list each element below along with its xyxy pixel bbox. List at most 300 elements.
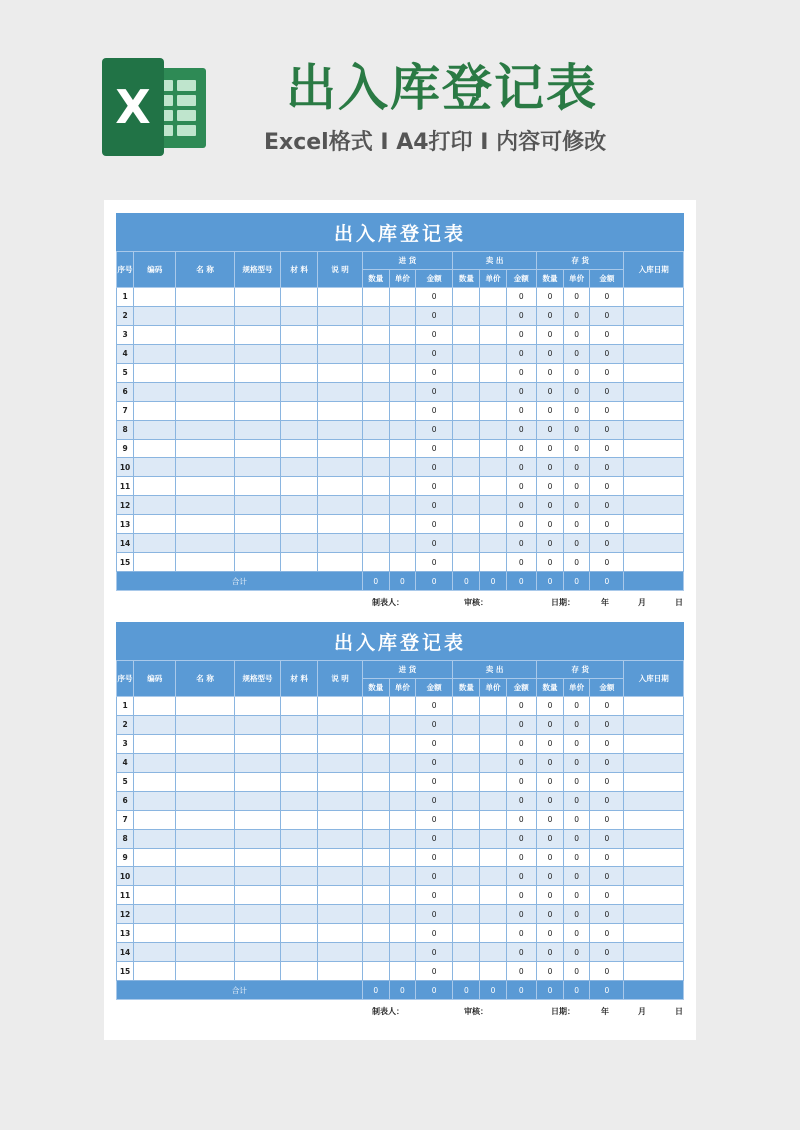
- row-note-cell[interactable]: [318, 848, 362, 867]
- row-note-cell[interactable]: [318, 439, 362, 458]
- row-name-cell[interactable]: [176, 553, 234, 572]
- row-sell-price-cell[interactable]: [480, 753, 506, 772]
- row-in-qty-cell[interactable]: [362, 867, 389, 886]
- row-material-cell[interactable]: [281, 943, 318, 962]
- row-material-cell[interactable]: [281, 848, 318, 867]
- row-in-qty-cell[interactable]: [362, 288, 389, 307]
- row-sell-qty-cell[interactable]: [453, 962, 480, 981]
- row-material-cell[interactable]: [281, 344, 318, 363]
- row-material-cell[interactable]: [281, 829, 318, 848]
- row-spec-cell[interactable]: [234, 867, 280, 886]
- row-in-price-cell[interactable]: [389, 734, 415, 753]
- row-sell-qty-cell[interactable]: [453, 772, 480, 791]
- row-note-cell[interactable]: [318, 791, 362, 810]
- row-note-cell[interactable]: [318, 325, 362, 344]
- row-sell-price-cell[interactable]: [480, 496, 506, 515]
- row-in-qty-cell[interactable]: [362, 753, 389, 772]
- row-in-price-cell[interactable]: [389, 829, 415, 848]
- row-sell-price-cell[interactable]: [480, 905, 506, 924]
- row-code-cell[interactable]: [134, 515, 176, 534]
- row-spec-cell[interactable]: [234, 734, 280, 753]
- row-in-qty-cell[interactable]: [362, 534, 389, 553]
- row-spec-cell[interactable]: [234, 439, 280, 458]
- row-in-price-cell[interactable]: [389, 344, 415, 363]
- row-note-cell[interactable]: [318, 534, 362, 553]
- row-date-cell[interactable]: [624, 810, 684, 829]
- row-note-cell[interactable]: [318, 420, 362, 439]
- row-in-price-cell[interactable]: [389, 458, 415, 477]
- row-spec-cell[interactable]: [234, 496, 280, 515]
- row-note-cell[interactable]: [318, 496, 362, 515]
- row-note-cell[interactable]: [318, 344, 362, 363]
- row-code-cell[interactable]: [134, 306, 176, 325]
- row-note-cell[interactable]: [318, 288, 362, 307]
- row-spec-cell[interactable]: [234, 848, 280, 867]
- row-sell-qty-cell[interactable]: [453, 363, 480, 382]
- row-in-qty-cell[interactable]: [362, 829, 389, 848]
- row-in-qty-cell[interactable]: [362, 344, 389, 363]
- row-material-cell[interactable]: [281, 867, 318, 886]
- row-name-cell[interactable]: [176, 363, 234, 382]
- row-material-cell[interactable]: [281, 363, 318, 382]
- row-spec-cell[interactable]: [234, 962, 280, 981]
- row-code-cell[interactable]: [134, 477, 176, 496]
- row-spec-cell[interactable]: [234, 515, 280, 534]
- row-name-cell[interactable]: [176, 924, 234, 943]
- row-sell-price-cell[interactable]: [480, 325, 506, 344]
- row-sell-qty-cell[interactable]: [453, 943, 480, 962]
- row-note-cell[interactable]: [318, 810, 362, 829]
- row-sell-price-cell[interactable]: [480, 924, 506, 943]
- row-code-cell[interactable]: [134, 905, 176, 924]
- row-name-cell[interactable]: [176, 439, 234, 458]
- row-sell-price-cell[interactable]: [480, 791, 506, 810]
- row-in-qty-cell[interactable]: [362, 306, 389, 325]
- row-in-price-cell[interactable]: [389, 477, 415, 496]
- row-in-price-cell[interactable]: [389, 439, 415, 458]
- row-material-cell[interactable]: [281, 734, 318, 753]
- row-in-price-cell[interactable]: [389, 943, 415, 962]
- row-material-cell[interactable]: [281, 477, 318, 496]
- row-in-qty-cell[interactable]: [362, 697, 389, 716]
- row-note-cell[interactable]: [318, 382, 362, 401]
- row-name-cell[interactable]: [176, 496, 234, 515]
- row-date-cell[interactable]: [624, 325, 684, 344]
- row-date-cell[interactable]: [624, 420, 684, 439]
- row-in-qty-cell[interactable]: [362, 458, 389, 477]
- row-material-cell[interactable]: [281, 791, 318, 810]
- row-in-qty-cell[interactable]: [362, 715, 389, 734]
- row-note-cell[interactable]: [318, 962, 362, 981]
- row-spec-cell[interactable]: [234, 306, 280, 325]
- row-date-cell[interactable]: [624, 886, 684, 905]
- row-sell-qty-cell[interactable]: [453, 420, 480, 439]
- row-spec-cell[interactable]: [234, 458, 280, 477]
- row-code-cell[interactable]: [134, 382, 176, 401]
- row-name-cell[interactable]: [176, 943, 234, 962]
- row-in-qty-cell[interactable]: [362, 515, 389, 534]
- row-date-cell[interactable]: [624, 772, 684, 791]
- row-code-cell[interactable]: [134, 886, 176, 905]
- row-date-cell[interactable]: [624, 829, 684, 848]
- row-code-cell[interactable]: [134, 943, 176, 962]
- row-material-cell[interactable]: [281, 515, 318, 534]
- row-note-cell[interactable]: [318, 924, 362, 943]
- row-in-qty-cell[interactable]: [362, 363, 389, 382]
- row-sell-price-cell[interactable]: [480, 344, 506, 363]
- row-sell-qty-cell[interactable]: [453, 496, 480, 515]
- row-material-cell[interactable]: [281, 905, 318, 924]
- row-material-cell[interactable]: [281, 458, 318, 477]
- row-note-cell[interactable]: [318, 943, 362, 962]
- row-date-cell[interactable]: [624, 306, 684, 325]
- row-material-cell[interactable]: [281, 810, 318, 829]
- row-date-cell[interactable]: [624, 515, 684, 534]
- row-date-cell[interactable]: [624, 791, 684, 810]
- row-in-qty-cell[interactable]: [362, 905, 389, 924]
- row-in-price-cell[interactable]: [389, 886, 415, 905]
- row-name-cell[interactable]: [176, 325, 234, 344]
- row-date-cell[interactable]: [624, 734, 684, 753]
- row-sell-price-cell[interactable]: [480, 943, 506, 962]
- row-name-cell[interactable]: [176, 344, 234, 363]
- row-code-cell[interactable]: [134, 734, 176, 753]
- row-in-price-cell[interactable]: [389, 810, 415, 829]
- row-in-qty-cell[interactable]: [362, 325, 389, 344]
- row-note-cell[interactable]: [318, 306, 362, 325]
- row-in-price-cell[interactable]: [389, 363, 415, 382]
- row-material-cell[interactable]: [281, 553, 318, 572]
- row-date-cell[interactable]: [624, 344, 684, 363]
- row-spec-cell[interactable]: [234, 943, 280, 962]
- row-sell-qty-cell[interactable]: [453, 477, 480, 496]
- row-material-cell[interactable]: [281, 697, 318, 716]
- row-code-cell[interactable]: [134, 344, 176, 363]
- row-sell-qty-cell[interactable]: [453, 382, 480, 401]
- row-code-cell[interactable]: [134, 924, 176, 943]
- row-sell-qty-cell[interactable]: [453, 344, 480, 363]
- row-code-cell[interactable]: [134, 363, 176, 382]
- row-material-cell[interactable]: [281, 753, 318, 772]
- row-code-cell[interactable]: [134, 697, 176, 716]
- row-in-price-cell[interactable]: [389, 697, 415, 716]
- row-sell-qty-cell[interactable]: [453, 715, 480, 734]
- row-name-cell[interactable]: [176, 477, 234, 496]
- row-code-cell[interactable]: [134, 439, 176, 458]
- row-name-cell[interactable]: [176, 753, 234, 772]
- row-date-cell[interactable]: [624, 924, 684, 943]
- row-in-qty-cell[interactable]: [362, 496, 389, 515]
- row-spec-cell[interactable]: [234, 401, 280, 420]
- row-material-cell[interactable]: [281, 325, 318, 344]
- row-sell-price-cell[interactable]: [480, 886, 506, 905]
- row-spec-cell[interactable]: [234, 772, 280, 791]
- row-material-cell[interactable]: [281, 439, 318, 458]
- row-code-cell[interactable]: [134, 791, 176, 810]
- row-in-price-cell[interactable]: [389, 753, 415, 772]
- row-date-cell[interactable]: [624, 697, 684, 716]
- row-note-cell[interactable]: [318, 734, 362, 753]
- row-name-cell[interactable]: [176, 306, 234, 325]
- row-sell-qty-cell[interactable]: [453, 867, 480, 886]
- row-material-cell[interactable]: [281, 420, 318, 439]
- row-date-cell[interactable]: [624, 962, 684, 981]
- row-material-cell[interactable]: [281, 962, 318, 981]
- row-sell-price-cell[interactable]: [480, 534, 506, 553]
- row-in-qty-cell[interactable]: [362, 382, 389, 401]
- row-material-cell[interactable]: [281, 401, 318, 420]
- row-code-cell[interactable]: [134, 772, 176, 791]
- row-note-cell[interactable]: [318, 905, 362, 924]
- row-material-cell[interactable]: [281, 306, 318, 325]
- row-material-cell[interactable]: [281, 886, 318, 905]
- row-sell-price-cell[interactable]: [480, 962, 506, 981]
- row-sell-qty-cell[interactable]: [453, 288, 480, 307]
- row-note-cell[interactable]: [318, 829, 362, 848]
- row-in-qty-cell[interactable]: [362, 924, 389, 943]
- row-name-cell[interactable]: [176, 734, 234, 753]
- row-spec-cell[interactable]: [234, 715, 280, 734]
- row-name-cell[interactable]: [176, 962, 234, 981]
- row-sell-price-cell[interactable]: [480, 810, 506, 829]
- row-name-cell[interactable]: [176, 288, 234, 307]
- row-date-cell[interactable]: [624, 458, 684, 477]
- row-in-price-cell[interactable]: [389, 905, 415, 924]
- row-note-cell[interactable]: [318, 753, 362, 772]
- row-in-price-cell[interactable]: [389, 553, 415, 572]
- row-spec-cell[interactable]: [234, 829, 280, 848]
- row-code-cell[interactable]: [134, 848, 176, 867]
- row-sell-qty-cell[interactable]: [453, 458, 480, 477]
- row-date-cell[interactable]: [624, 905, 684, 924]
- row-material-cell[interactable]: [281, 288, 318, 307]
- row-in-price-cell[interactable]: [389, 791, 415, 810]
- row-sell-price-cell[interactable]: [480, 458, 506, 477]
- row-sell-price-cell[interactable]: [480, 553, 506, 572]
- row-code-cell[interactable]: [134, 401, 176, 420]
- row-in-price-cell[interactable]: [389, 382, 415, 401]
- row-date-cell[interactable]: [624, 534, 684, 553]
- row-date-cell[interactable]: [624, 401, 684, 420]
- row-note-cell[interactable]: [318, 553, 362, 572]
- row-spec-cell[interactable]: [234, 810, 280, 829]
- row-note-cell[interactable]: [318, 697, 362, 716]
- row-code-cell[interactable]: [134, 288, 176, 307]
- row-sell-qty-cell[interactable]: [453, 829, 480, 848]
- row-sell-qty-cell[interactable]: [453, 848, 480, 867]
- row-sell-price-cell[interactable]: [480, 306, 506, 325]
- row-note-cell[interactable]: [318, 867, 362, 886]
- row-spec-cell[interactable]: [234, 382, 280, 401]
- row-in-price-cell[interactable]: [389, 715, 415, 734]
- row-in-qty-cell[interactable]: [362, 962, 389, 981]
- row-name-cell[interactable]: [176, 791, 234, 810]
- row-name-cell[interactable]: [176, 697, 234, 716]
- row-sell-price-cell[interactable]: [480, 772, 506, 791]
- row-in-qty-cell[interactable]: [362, 553, 389, 572]
- row-sell-qty-cell[interactable]: [453, 753, 480, 772]
- row-sell-price-cell[interactable]: [480, 420, 506, 439]
- row-in-qty-cell[interactable]: [362, 477, 389, 496]
- row-material-cell[interactable]: [281, 715, 318, 734]
- row-in-price-cell[interactable]: [389, 867, 415, 886]
- row-material-cell[interactable]: [281, 382, 318, 401]
- row-code-cell[interactable]: [134, 715, 176, 734]
- row-code-cell[interactable]: [134, 553, 176, 572]
- row-material-cell[interactable]: [281, 496, 318, 515]
- row-date-cell[interactable]: [624, 439, 684, 458]
- row-in-qty-cell[interactable]: [362, 886, 389, 905]
- row-spec-cell[interactable]: [234, 420, 280, 439]
- row-sell-qty-cell[interactable]: [453, 905, 480, 924]
- row-name-cell[interactable]: [176, 886, 234, 905]
- row-sell-price-cell[interactable]: [480, 288, 506, 307]
- row-sell-price-cell[interactable]: [480, 363, 506, 382]
- row-sell-qty-cell[interactable]: [453, 886, 480, 905]
- row-date-cell[interactable]: [624, 943, 684, 962]
- row-name-cell[interactable]: [176, 401, 234, 420]
- row-spec-cell[interactable]: [234, 288, 280, 307]
- row-sell-qty-cell[interactable]: [453, 734, 480, 753]
- row-sell-qty-cell[interactable]: [453, 515, 480, 534]
- row-spec-cell[interactable]: [234, 697, 280, 716]
- row-sell-price-cell[interactable]: [480, 829, 506, 848]
- row-sell-qty-cell[interactable]: [453, 306, 480, 325]
- row-sell-price-cell[interactable]: [480, 734, 506, 753]
- row-date-cell[interactable]: [624, 848, 684, 867]
- row-sell-qty-cell[interactable]: [453, 534, 480, 553]
- row-sell-price-cell[interactable]: [480, 715, 506, 734]
- row-sell-price-cell[interactable]: [480, 439, 506, 458]
- row-sell-qty-cell[interactable]: [453, 924, 480, 943]
- row-in-price-cell[interactable]: [389, 515, 415, 534]
- row-code-cell[interactable]: [134, 962, 176, 981]
- row-material-cell[interactable]: [281, 534, 318, 553]
- row-spec-cell[interactable]: [234, 886, 280, 905]
- row-code-cell[interactable]: [134, 496, 176, 515]
- row-in-qty-cell[interactable]: [362, 810, 389, 829]
- row-in-qty-cell[interactable]: [362, 439, 389, 458]
- row-code-cell[interactable]: [134, 829, 176, 848]
- row-note-cell[interactable]: [318, 886, 362, 905]
- row-note-cell[interactable]: [318, 401, 362, 420]
- row-sell-price-cell[interactable]: [480, 515, 506, 534]
- row-material-cell[interactable]: [281, 924, 318, 943]
- row-sell-price-cell[interactable]: [480, 477, 506, 496]
- row-in-price-cell[interactable]: [389, 288, 415, 307]
- row-spec-cell[interactable]: [234, 553, 280, 572]
- row-date-cell[interactable]: [624, 477, 684, 496]
- row-spec-cell[interactable]: [234, 905, 280, 924]
- row-in-qty-cell[interactable]: [362, 401, 389, 420]
- row-date-cell[interactable]: [624, 753, 684, 772]
- row-sell-price-cell[interactable]: [480, 382, 506, 401]
- row-code-cell[interactable]: [134, 420, 176, 439]
- row-sell-price-cell[interactable]: [480, 401, 506, 420]
- row-code-cell[interactable]: [134, 325, 176, 344]
- row-spec-cell[interactable]: [234, 477, 280, 496]
- row-code-cell[interactable]: [134, 867, 176, 886]
- row-spec-cell[interactable]: [234, 344, 280, 363]
- row-in-price-cell[interactable]: [389, 496, 415, 515]
- row-in-price-cell[interactable]: [389, 534, 415, 553]
- row-name-cell[interactable]: [176, 458, 234, 477]
- row-spec-cell[interactable]: [234, 325, 280, 344]
- row-in-qty-cell[interactable]: [362, 734, 389, 753]
- row-name-cell[interactable]: [176, 382, 234, 401]
- row-note-cell[interactable]: [318, 715, 362, 734]
- row-spec-cell[interactable]: [234, 534, 280, 553]
- row-sell-price-cell[interactable]: [480, 867, 506, 886]
- row-sell-qty-cell[interactable]: [453, 810, 480, 829]
- row-in-qty-cell[interactable]: [362, 772, 389, 791]
- row-date-cell[interactable]: [624, 553, 684, 572]
- row-name-cell[interactable]: [176, 848, 234, 867]
- row-note-cell[interactable]: [318, 515, 362, 534]
- row-name-cell[interactable]: [176, 715, 234, 734]
- row-spec-cell[interactable]: [234, 753, 280, 772]
- row-date-cell[interactable]: [624, 382, 684, 401]
- row-sell-price-cell[interactable]: [480, 697, 506, 716]
- row-spec-cell[interactable]: [234, 924, 280, 943]
- row-note-cell[interactable]: [318, 458, 362, 477]
- row-spec-cell[interactable]: [234, 363, 280, 382]
- row-note-cell[interactable]: [318, 363, 362, 382]
- row-in-price-cell[interactable]: [389, 401, 415, 420]
- row-in-qty-cell[interactable]: [362, 848, 389, 867]
- row-in-price-cell[interactable]: [389, 962, 415, 981]
- row-sell-qty-cell[interactable]: [453, 439, 480, 458]
- row-name-cell[interactable]: [176, 772, 234, 791]
- row-date-cell[interactable]: [624, 715, 684, 734]
- row-sell-qty-cell[interactable]: [453, 697, 480, 716]
- row-in-price-cell[interactable]: [389, 848, 415, 867]
- row-date-cell[interactable]: [624, 496, 684, 515]
- row-sell-qty-cell[interactable]: [453, 401, 480, 420]
- row-in-price-cell[interactable]: [389, 772, 415, 791]
- row-in-qty-cell[interactable]: [362, 943, 389, 962]
- row-sell-price-cell[interactable]: [480, 848, 506, 867]
- row-name-cell[interactable]: [176, 829, 234, 848]
- row-material-cell[interactable]: [281, 772, 318, 791]
- row-date-cell[interactable]: [624, 363, 684, 382]
- row-in-price-cell[interactable]: [389, 306, 415, 325]
- row-sell-qty-cell[interactable]: [453, 325, 480, 344]
- row-code-cell[interactable]: [134, 810, 176, 829]
- row-name-cell[interactable]: [176, 420, 234, 439]
- row-in-price-cell[interactable]: [389, 420, 415, 439]
- row-in-qty-cell[interactable]: [362, 420, 389, 439]
- row-name-cell[interactable]: [176, 810, 234, 829]
- row-in-price-cell[interactable]: [389, 325, 415, 344]
- row-in-qty-cell[interactable]: [362, 791, 389, 810]
- row-name-cell[interactable]: [176, 515, 234, 534]
- row-in-price-cell[interactable]: [389, 924, 415, 943]
- row-sell-qty-cell[interactable]: [453, 791, 480, 810]
- row-date-cell[interactable]: [624, 288, 684, 307]
- row-name-cell[interactable]: [176, 534, 234, 553]
- row-date-cell[interactable]: [624, 867, 684, 886]
- row-code-cell[interactable]: [134, 753, 176, 772]
- row-note-cell[interactable]: [318, 477, 362, 496]
- row-sell-qty-cell[interactable]: [453, 553, 480, 572]
- row-name-cell[interactable]: [176, 905, 234, 924]
- row-code-cell[interactable]: [134, 534, 176, 553]
- row-name-cell[interactable]: [176, 867, 234, 886]
- row-spec-cell[interactable]: [234, 791, 280, 810]
- row-note-cell[interactable]: [318, 772, 362, 791]
- row-code-cell[interactable]: [134, 458, 176, 477]
